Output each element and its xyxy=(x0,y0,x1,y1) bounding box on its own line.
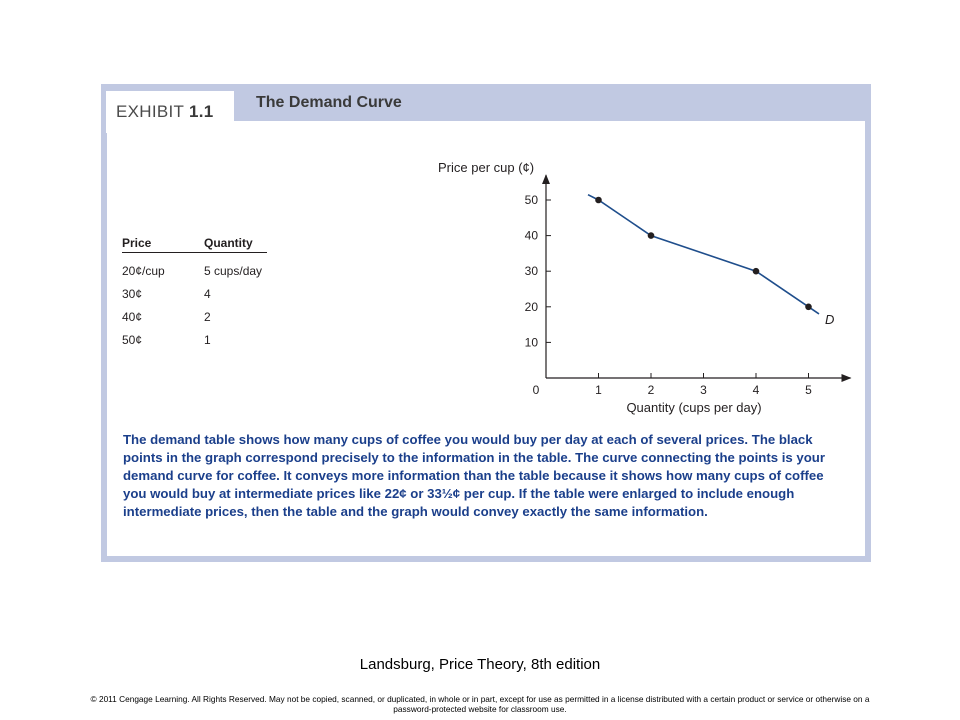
table-header-rule xyxy=(122,252,267,253)
y-tick-label: 30 xyxy=(524,264,538,279)
origin-label: 0 xyxy=(532,383,540,397)
x-tick-label: 5 xyxy=(805,383,812,397)
exhibit-label-number: 1.1 xyxy=(188,102,214,121)
series-label-d: D xyxy=(825,311,835,327)
demand-curve-line xyxy=(588,195,819,314)
data-point xyxy=(648,232,655,239)
y-tick-label: 40 xyxy=(524,228,538,243)
table-cell-quantity: 4 xyxy=(204,287,211,301)
x-tick-label: 4 xyxy=(752,383,760,397)
exhibit-caption: The demand table shows how many cups of coffee you would buy per day at each of several prices. The black points in the graph correspond precisely to the information in the table. The curve connecting the points is your demand curve for coffee. It conveys more information than the table because it shows how many cups of coffee you would buy at intermediate prices like 22¢ or 33½¢ per cup. If the table were enlarged to include enough intermediate prices, then the table and the graph would convey exactly the same information. xyxy=(123,432,825,519)
source-line: Landsburg, Price Theory, 8th edition xyxy=(359,656,601,673)
x-tick-label: 1 xyxy=(595,383,602,397)
y-tick-label: 50 xyxy=(524,193,538,207)
exhibit-label-prefix: EXHIBIT xyxy=(116,102,184,121)
table-cell-price: 20¢/cup xyxy=(122,264,165,278)
table-cell-price: 30¢ xyxy=(122,287,143,301)
demand-curve-chart xyxy=(430,150,860,425)
data-point xyxy=(595,197,602,204)
data-point xyxy=(753,268,760,275)
y-ticks xyxy=(525,193,551,349)
x-axis-label: Quantity (cups per day) xyxy=(626,400,762,415)
table-header-price: Price xyxy=(122,236,152,250)
x-tick-label: 2 xyxy=(647,383,655,397)
table-cell-quantity: 1 xyxy=(204,333,211,347)
y-tick-label: 20 xyxy=(524,299,538,314)
exhibit-title: The Demand Curve xyxy=(256,94,402,111)
data-point xyxy=(805,304,812,311)
x-ticks xyxy=(595,373,812,397)
table-cell-quantity: 2 xyxy=(204,310,211,324)
x-tick-label: 3 xyxy=(700,383,707,397)
table-cell-price: 40¢ xyxy=(122,310,143,324)
table-cell-quantity: 5 cups/day xyxy=(204,264,263,278)
exhibit-label xyxy=(116,102,214,122)
table-cell-price: 50¢ xyxy=(122,333,143,347)
y-axis-label: Price per cup (¢) xyxy=(438,160,535,175)
y-tick-label: 10 xyxy=(524,335,538,350)
copyright-notice: © 2011 Cengage Learning. All Rights Reserved. May not be copied, scanned, or duplicated, in whole or in part, except for use as permitted in a license distributed with a certain product or service or otherwise on a password-protected website for classroom use. xyxy=(90,694,870,714)
table-header-quantity: Quantity xyxy=(204,236,253,250)
